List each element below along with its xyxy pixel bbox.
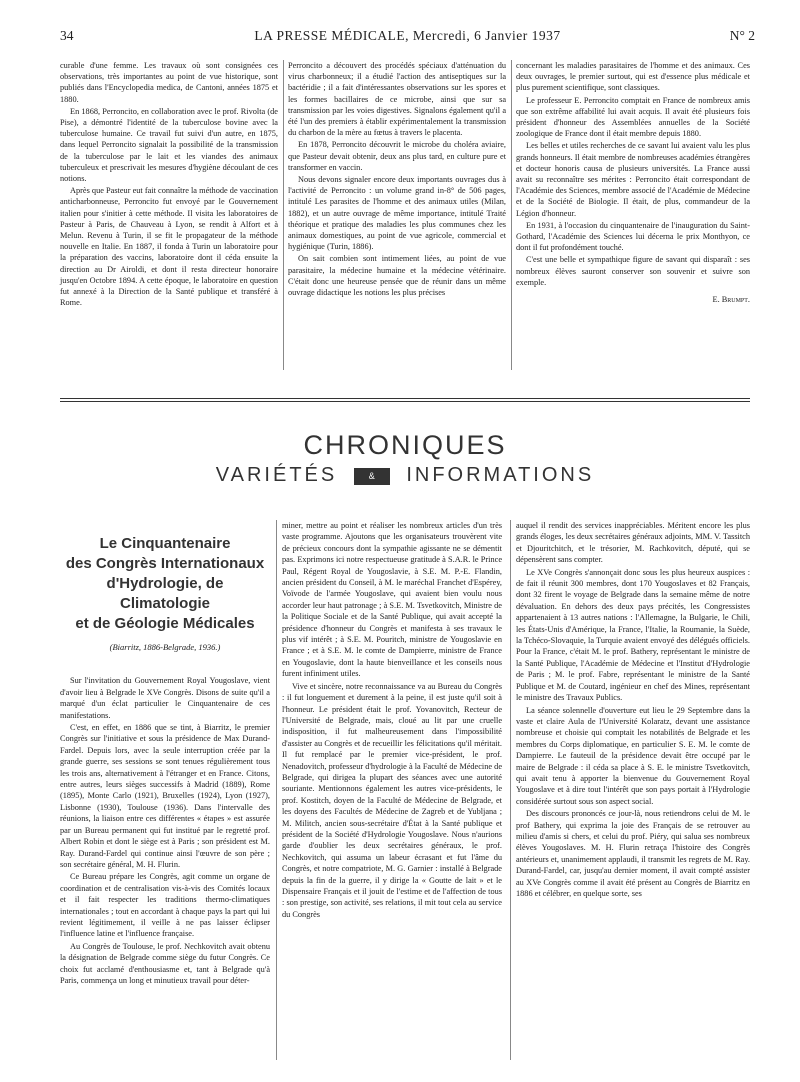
issue-number: N° 2 [729, 28, 755, 43]
section-title: CHRONIQUES [303, 430, 507, 460]
top-column-2 [288, 60, 506, 299]
paragraph: Le professeur E. Perroncito comptait en France de nombreux amis que son extrême affabilité lui avait acquis. Il avait été plusieurs fois président d'honneur des Assemblées annuelles de la Société zoologique de France dont il était membre depuis 1880. [516, 95, 750, 139]
title-line: d'Hydrologie, de Climatologie [106, 575, 224, 612]
column-divider [511, 60, 512, 370]
article-subtitle: (Biarritz, 1886-Belgrade, 1936.) [109, 642, 221, 652]
paragraph: Au Congrès de Toulouse, le prof. Nechkovitch avait obtenu la désignation de Belgrade comme siège du futur Congrès. Ce choix fut acclamé d'enthousiasme et, tant à Belgrade qu'à Paris, commença un long et minutieux travail pour déter- [60, 941, 270, 985]
paragraph: En 1878, Perroncito découvrit le microbe du choléra aviaire, que Pasteur devait obtenir, deux ans plus tard, en culture pure et transformer en vaccin. [288, 140, 506, 172]
title-line: et de Géologie Médicales [75, 615, 255, 632]
paragraph: Ce Bureau prépare les Congrès, agit comme un organe de coordination et de centralisation vis-à-vis des Comités locaux et il fait respecter les traditions thermo-climatiques internationales ; tout en accordant à chaque pays la part qui lui revient légitimement, il veille à ne pas laisser éclipser l'influence latine et l'influence française. [60, 872, 270, 939]
paragraph: C'est, en effet, en 1886 que se tint, à Biarritz, le premier Congrès sur l'initiative et sous la présidence de Max Durand-Fardel. Depuis lors, avec la seule interruption créée par la grande guerre, ses sessions se sont tenues régulièrement tous les trois ans, alternativement à l'étranger et en France. Citons, entre autres, leurs sièges successifs à Madrid (1889), Rome (1895), Monte Carlo (1921), Bruxelles (1924), Lyon (1927), Lisbonne (1930), Toulouse (1936). Dans l'intervalle des réunions, la liaison entre ces différentes « étapes » est assurée par un Bureau permanent qui fut institué par le regretté prof. Albert Robin et dont le siège est à Paris ; son président est M. Ray. Durand-Fardel qui continue ainsi l'œuvre de son père ; son secrétaire général, M. H. Flurin. [60, 723, 270, 869]
journal-title: LA PRESSE MÉDICALE, Mercredi, 6 Janvier 1937 [254, 28, 561, 43]
column-divider [510, 520, 511, 1060]
paragraph: En 1931, à l'occasion du cinquantenaire de l'inauguration du Saint-Gothard, l'Académie des Sciences lui décerna le prix Monthyon, ce dont il fut profondément touché. [516, 220, 750, 253]
section-right-label: INFORMATIONS [406, 464, 595, 486]
title-line: des Congrès Internationaux [65, 555, 265, 572]
paragraph: C'est une belle et sympathique figure de savant qui disparaît : ses nombreux élèves sauront conserver son souvenir et suivre son exemple. [516, 255, 750, 287]
section-rule [60, 401, 750, 402]
section-rule [60, 398, 750, 399]
top-columns [60, 60, 750, 370]
paragraph: Nous devons signaler encore deux importants ouvrages dus à l'activité de Perroncito : un volume grand in-8° de 506 pages, intitulé Les parasites de l'homme et des animaux utiles (Milan, 1882), et un autre ouvrage de même importance, intitulé Traité théorique et pratique des maladies les plus communes chez les animaux domestiques, au point de vue agricole, commercial et hygiénique (Turin, 1886). [288, 175, 506, 252]
paragraph: Sur l'invitation du Gouvernement Royal Yougoslave, vient d'avoir lieu à Belgrade le XVe Congrès. Disons de suite qu'il a marqué d'un éclat particulier le Cinquantenaire de ces manifestations. [60, 676, 270, 720]
page-header [60, 28, 755, 48]
paragraph: miner, mettre au point et réaliser les nombreux articles d'un très vaste programme. Ajoutons que les organisateurs trouvèrent vite de précieux concours dont la sympathie agissante ne se démentit pas. Exprimons ici notre respectueuse gratitude à S.A.R. le Prince Paul, Régent Royal de Yougoslavie, à S.E. M. P.-E. Flandin, ancien président du Conseil, à M. le maréchal Franchet d'Espérey, Voïvode de l'armée Yougoslave, qui avaient bien voulu nous accorder leur haut patronage ; à S.E. M. Tsvetkovitch, Ministre de la Politique Sociale et de la Santé Publique, qui avait accepté la présidence d'honneur du Congrès et manifesta à ses travaux le plus vif intérêt ; à S.E. M. Pouritch, ministre de Yougoslavie en France ; et à S.E. M. le comte de Dampierre, ministre de France en Yougoslavie, dont la haute bienveillance et les conseils nous furent infiniment utiles. [282, 521, 502, 679]
paragraph: Les belles et utiles recherches de ce savant lui avaient valu les plus grands honneurs. Il était membre de nombreuses académies étrangères et docteur honoris causa de plusieurs universités. La France aussi avait su reconnaître ses mérites : Perroncito était correspondant de l'Académie des Sciences, membre associé de l'Académie de Médecine et de la Société de Biologie. Il était, de plus, commandeur de la Légion d'honneur. [516, 141, 750, 218]
title-line: Le Cinquantenaire [99, 535, 231, 552]
paragraph: Perroncito a découvert des procédés spéciaux d'atténuation du virus charbonneux; il a étudié l'action des antiseptiques sur la bactéridie ; il a fait d'intéressantes observations sur les spores et les formes bacillaires de ce microbe, ainsi que sur sa transmission par les voies digestives. Signalons également qu'il a été l'un des premiers à établir expérimentalement la transmission du charbon de la mère au fœtus à travers le placenta. [288, 61, 506, 138]
page-number: 34 [60, 28, 74, 43]
top-column-3 [516, 60, 750, 305]
column-divider [276, 520, 277, 1060]
column-divider [283, 60, 284, 370]
paragraph: curable d'une femme. Les travaux où sont consignées ces observations, très importantes au point de vue historique, sont publiés dans l'Encyclopedia medica, de Cantoni, années 1875 et 1880. [60, 61, 278, 104]
paragraph: Après que Pasteur eut fait connaître la méthode de vaccination anticharbonneuse, Perroncito fut envoyé par le Gouvernement italien pour s'initier à cette méthode. Il visita les laboratoires de Pasteur à Paris, de Chauveau à Lyon, se rendit à Alfort et à Melun. Revenu à Turin, il se fit le propagateur de la méthode nouvelle en Italie. En 1887, il fonda à Turin un laboratoire pour la préparation des vaccins, laboratoire dont il céda ensuite la direction au Dr Airoldi, et dont il resta directeur honoraire jusqu'en Octobre 1894. A cette époque, le laboratoire en question fut annexé à la Direction de la Santé publique et transféré à Rome. [60, 186, 278, 308]
article-columns [60, 520, 750, 1060]
article-column-2 [282, 520, 502, 921]
top-column-1 [60, 60, 278, 309]
paragraph: On sait combien sont intimement liées, au point de vue parasitaire, la médecine humaine et la médecine vétérinaire. C'était donc une heureuse pensée que de réunir dans un même ouvrage didactique les notions les plus précises [288, 254, 506, 298]
section-left-label: VARIÉTÉS [215, 464, 338, 486]
paragraph: Le XVe Congrès s'annonçait donc sous les plus heureux auspices : de fait il réunit 300 membres, dont 170 Yougoslaves et 82 Français, dont 32 firent le voyage de Belgrade dans la semaine même de notre dévaluation. En dehors des deux pays précités, les Congressistes appartenaient à 13 autres nations : l'Allemagne, la Bulgarie, le Chili, les États-Unis d'Amérique, la France, l'Italie, la Roumanie, la Suède, la Tchéco-Slovaquie, la Turquie avaient envoyé des délégués officiels. Pour la France, c'était M. le prof. Bathery, représentant le ministre de la Santé Publique, l'Académie de Médecine et l'Institut d'Hydrologie de Paris ; M. le prof. Fabre, représentant le ministre de la Santé Publique et M. de Coutard, ingénieur en chef des Mines, représentant le ministre des Travaux Publics. [516, 567, 750, 703]
paragraph: Des discours prononcés ce jour-là, nous retiendrons celui de M. le prof Bathery, qui exprima la joie des Français de se retrouver au milieu d'amis si chers, et celui du prof. Piéry, qui salua ses nombreux élèves Yougoslaves. M. H. Flurin retraça l'histoire des Congrès antérieurs et, unanimement applaudi, il transmit les regrets de M. Ray. Durand-Fardel, car, jusqu'au dernier moment, il avait compté assister au XVe Congrès comme il avait été présent au Congrès de Biarritz en 1886 et célébrer, en quelque sorte, ses [516, 809, 750, 898]
section-subtitle [60, 464, 750, 487]
article-column-3 [516, 520, 750, 900]
paragraph: Vive et sincère, notre reconnaissance va au Bureau du Congrès : il fut longuement et durement à la peine, il est juste qu'il soit à l'honneur. Le président était le prof. Yovanovitch, Recteur de l'Université de Belgrade, mais, cloué au lit par une cruelle indisposition, il fut malheureusement dans l'impossibilité d'assister au Congrès et de recueillir les félicitations qu'il méritait. Il fut remplacé par le premier vice-président, le prof. Nenadovitch, professeur d'hydrologie à la Faculté de Médecine de Belgrade, qui dirigea la plupart des séances avec une autorité souriante. Mentionnons également les autres vice-présidents, le prof. Kostitch, doyen de la Faculté de Médecine de Belgrade, et les doyens des Facultés de Médecine de Zagreb et de Yubljana ; M. Militch, ancien sous-secrétaire d'État à la Santé publique et président de la Société d'Hydrologie Yougoslave. Nous n'aurions garde d'oublier les deux secrétaires généraux, le prof. Nechkovitch, qui assuma un labeur écrasant et fut l'âme du Congrès, et notre compatriote, M. G. Garnier : installé à Belgrade depuis la fin de la guerre, il y dirige la « Goutte de lait » et le Dispensaire Français et il jouit de l'estime et de l'affection de tous : son prestige, son activité, ses relations, il mit tout cela au service du Congrès [282, 681, 502, 919]
paragraph: La séance solennelle d'ouverture eut lieu le 29 Septembre dans la vaste et claire Aula de l'Université Kolaratz, devant une assistance nombreuse et choisie qui comptait les notabilités de Belgrade et les membres du Corps diplomatique, en particulier S. E. M. le comte de Dampierre. Le fauteuil de la présidence devait être occupé par le maire de Belgrade : il céda sa place à S. E. le ministre Tsvetkovitch, qui avait tenu à apporter la bienvenue du Gouvernement Royal Yougoslave et à dire tout l'intérêt que son pays portait à l'Hydrologie considérée surtout sous son aspect social. [516, 705, 750, 806]
article-column-1 [60, 520, 270, 987]
paragraph: concernant les maladies parasitaires de l'homme et des animaux. Ces deux ouvrages, le premier surtout, qui est d'essence plus médicale et plus purement scientifique, sont classiques. [516, 61, 750, 93]
paragraph: auquel il rendit des services inappréciables. Méritent encore les plus grands éloges, les deux secrétaires généraux adjoints, MM. V. Tassitch et Djouritchitch, et le trésorier, M. Rachkovitch, député, qui se dépensèrent sans compter. [516, 521, 750, 565]
article-title [60, 534, 270, 634]
ampersand-logo-icon: & [354, 468, 390, 485]
paragraph: En 1868, Perroncito, en collaboration avec le prof. Rivolta (de Pise), a démontré l'identité de la tuberculose bovine avec la tuberculose humaine. Ce travail fut suivi d'un autre, en 1875, dans lequel Perroncito signalait la possibilité de la transmission de la tuberculose par le lait et les viandes des animaux tuberculeux et prescrivait les mesures d'hygiène découlant de ces notions. [60, 106, 278, 184]
author-signature: E. Brumpt. [712, 295, 750, 305]
